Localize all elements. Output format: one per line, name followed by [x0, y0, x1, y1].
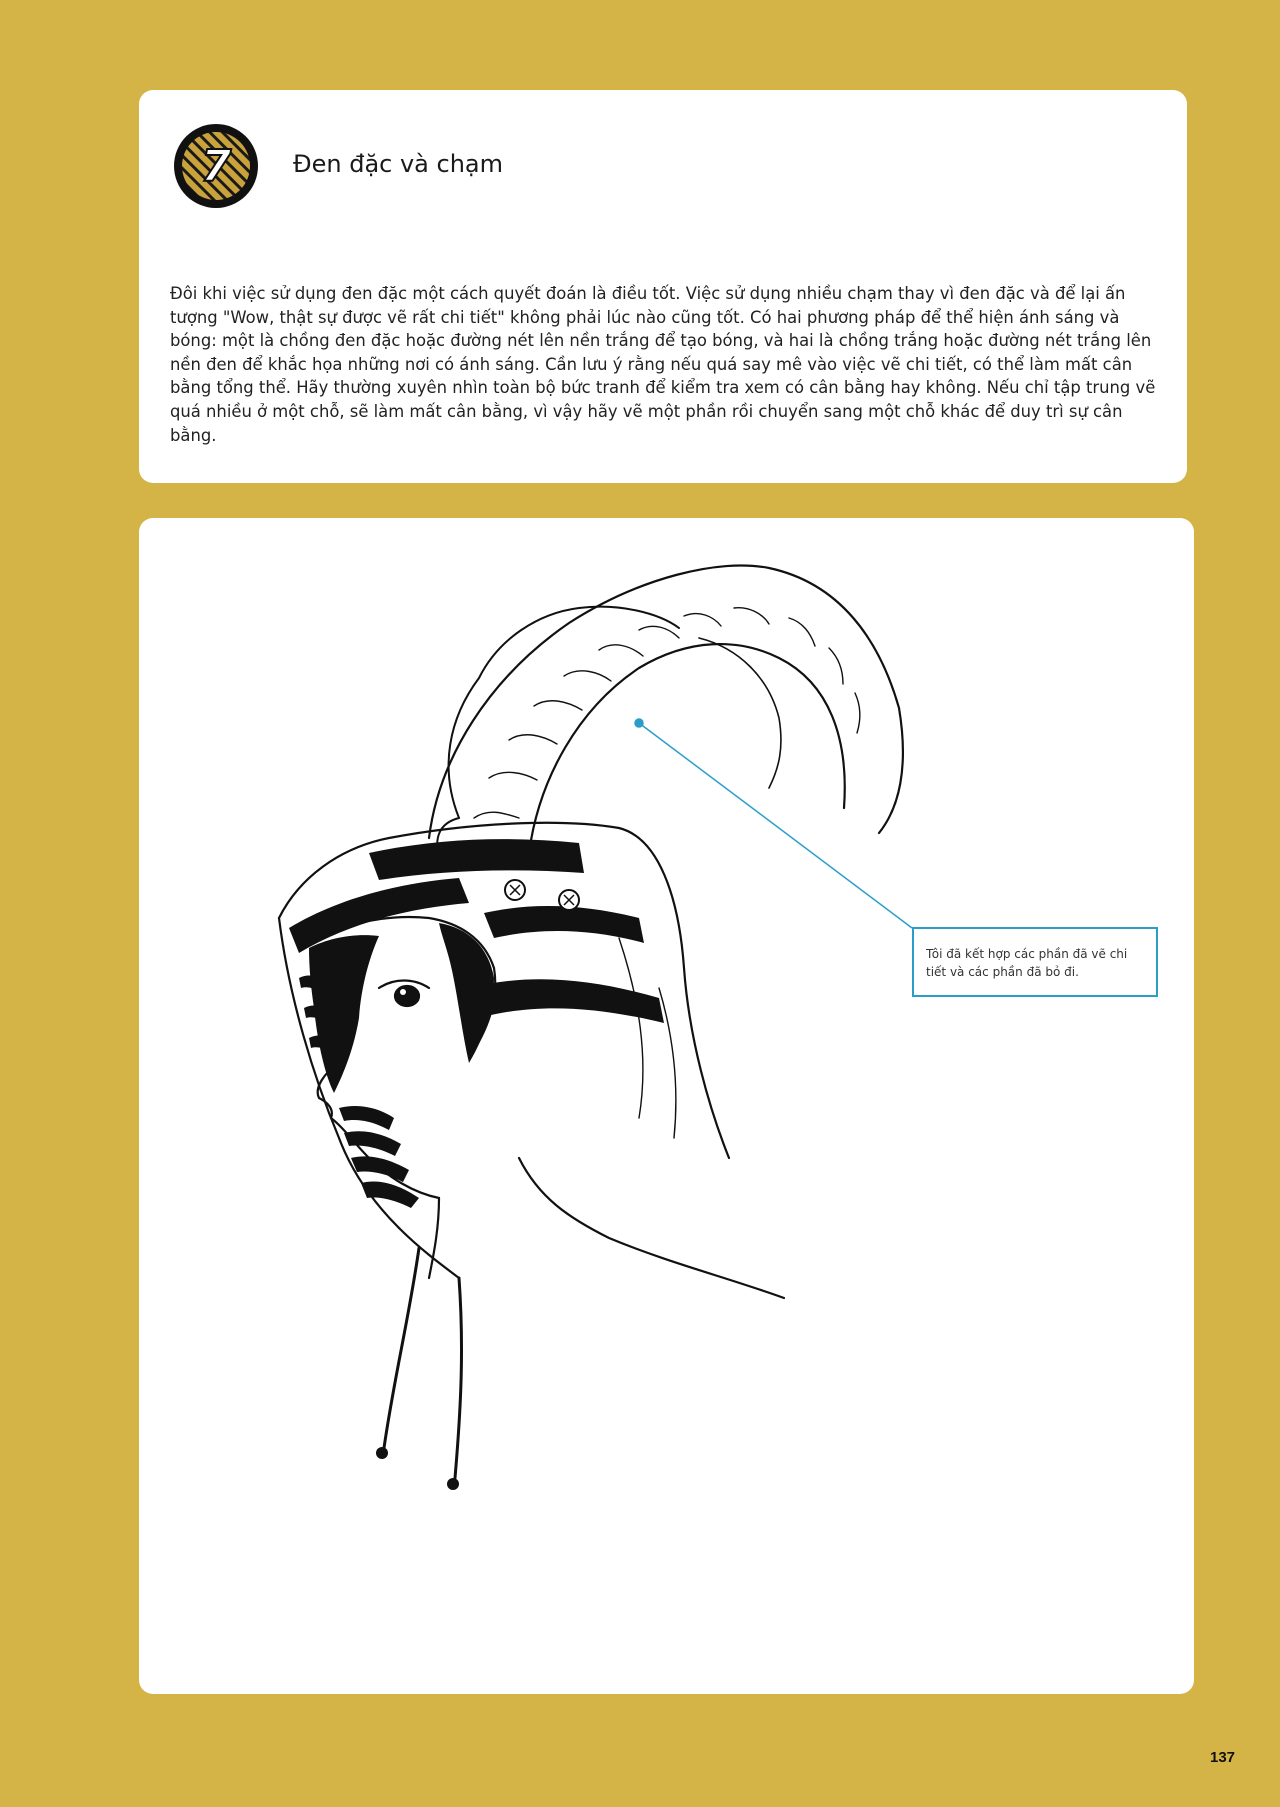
illustration-card: [139, 518, 1194, 1694]
text-card: [139, 90, 1187, 483]
section-number: 7: [200, 141, 232, 192]
hooded-girl-illustration: [139, 518, 1194, 1694]
page-number: 137: [1210, 1749, 1236, 1766]
section-title: Đen đặc và chạm: [293, 150, 503, 178]
body-paragraph: Đôi khi việc sử dụng đen đặc một cách quyết đoán là điều tốt. Việc sử dụng nhiều chạm thay vì đen đặc và để lại ấn tượng "Wow, thật sự được vẽ rất chi tiết" không phải lúc nào cũng tốt. Có hai phương pháp để thể hiện ánh sáng và bóng: một là chồng đen đặc hoặc đường nét lên nền trắng để tạo bóng, và hai là chồng trắng hoặc đường nét trắng lên nền đen để khắc họa những nơi có ánh sáng. Cần lưu ý rằng nếu quá say mê vào việc vẽ chi tiết, có thể làm mất cân bằng tổng thể. Hãy thường xuyên nhìn toàn bộ bức tranh để kiểm tra xem có cân bằng hay không. Nếu chỉ tập trung vẽ quá nhiều ở một chỗ, sẽ làm mất cân bằng, vì vậy hãy vẽ một phần rồi chuyển sang một chỗ khác để duy trì sự cân bằng.: [170, 284, 1156, 445]
section-number-badge: [173, 123, 259, 209]
illustration-callout: Tôi đã kết hợp các phần đã vẽ chi tiết và các phần đã bỏ đi.: [912, 927, 1158, 997]
